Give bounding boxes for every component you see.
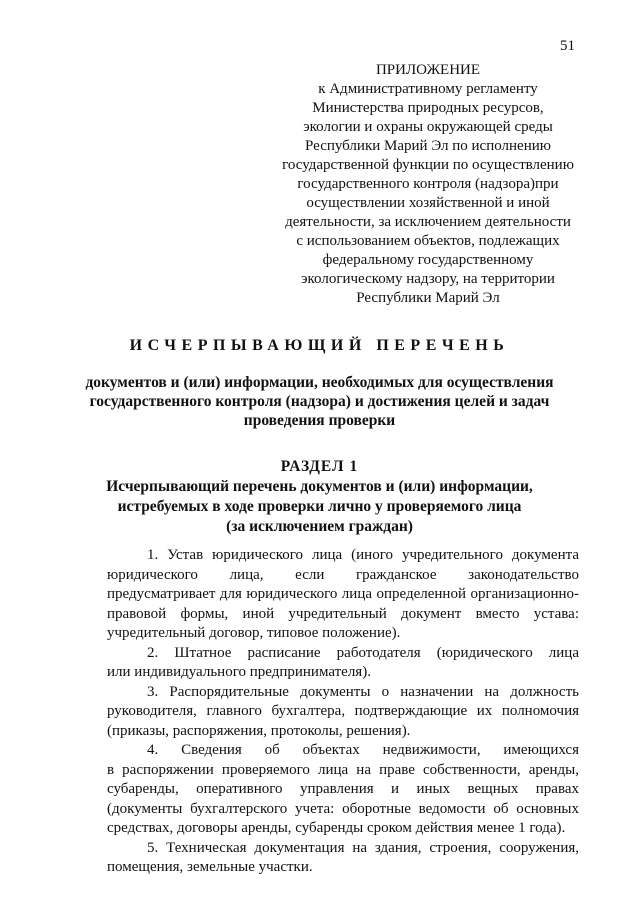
item-line: 4. Сведения об объектах недвижимости, имеющихся — [147, 742, 579, 758]
list-item — [107, 644, 579, 683]
appendix-line: государственного контроля (надзора)при — [297, 176, 559, 192]
document-list — [107, 546, 579, 878]
section-line: (за исключением граждан) — [226, 518, 413, 535]
item-line: 3. Распорядительные документы о назначении на должность — [147, 683, 579, 700]
subtitle-line: проведения проверки — [243, 412, 396, 429]
appendix-line: Республики Марий Эл по исполнению — [305, 138, 551, 154]
item-line: субаренды, оперативного управления и иных вещных правах — [107, 781, 579, 797]
document-title: ИСЧЕРПЫВАЮЩИЙ ПЕРЕЧЕНЬ — [129, 337, 510, 354]
item-line: (документы бухгалтерского учета: оборотные ведомости об основных — [107, 800, 579, 817]
appendix-line: государственной функции по осуществлению — [282, 157, 574, 173]
list-item — [107, 741, 579, 839]
section-label: РАЗДЕЛ 1 — [280, 458, 359, 475]
item-line: учредительный договор, типовое положение). — [107, 625, 401, 641]
item-line: правовой формы, иной учредительный документ вместо устава: — [107, 605, 579, 622]
appendix-line: ПРИЛОЖЕНИЕ — [375, 62, 481, 78]
list-item — [107, 839, 579, 878]
subtitle-line: документов и (или) информации, необходимых для осуществления — [85, 374, 554, 391]
appendix-line: к Административному регламенту — [318, 81, 538, 97]
item-line: в распоряжении проверяемого лица на праве собственности, аренды, — [107, 761, 579, 778]
list-item — [107, 683, 579, 742]
appendix-line: осуществлении хозяйственной и иной — [306, 195, 550, 211]
item-line: (приказы, распоряжения, протоколы, решения). — [107, 722, 411, 739]
appendix-line: Республики Марий Эл — [356, 290, 500, 306]
section-line: истребуемых в ходе проверки лично у проверяемого лица — [117, 498, 522, 515]
page-number: 51 — [560, 38, 575, 54]
appendix-line: деятельности, за исключением деятельности — [285, 214, 571, 230]
appendix-line: экологии и охраны окружающей среды — [303, 119, 553, 135]
appendix-line: с использованием объектов, подлежащих — [296, 233, 560, 249]
section-heading — [60, 457, 579, 537]
section-line: Исчерпывающий перечень документов и (или) информации, — [106, 478, 533, 495]
item-line: или индивидуального предпринимателя). — [107, 664, 371, 680]
item-line: 5. Техническая документация на здания, строения, сооружения, — [147, 839, 579, 856]
appendix-line: экологическому надзору, на территории — [301, 271, 555, 287]
item-line: руководителя, главного бухгалтера, подтверждающие их полномочия — [107, 703, 579, 719]
appendix-block — [248, 61, 608, 308]
item-line: 2. Штатное расписание работодателя (юридического лица — [147, 644, 579, 661]
item-line: предусматривает для юридического лица определенной организационно- — [107, 586, 579, 602]
item-line: юридического лица, если гражданское законодательство — [107, 566, 579, 583]
item-line: средствах, договоры аренды, субаренды сроком действия менее 1 года). — [107, 820, 566, 836]
item-line: 1. Устав юридического лица (иного учредительного документа — [147, 547, 579, 563]
document-subtitle — [60, 373, 579, 430]
list-item — [107, 546, 579, 644]
item-line: помещения, земельные участки. — [107, 859, 313, 875]
appendix-line: федеральному государственному — [322, 252, 534, 268]
subtitle-line: государственного контроля (надзора) и достижения целей и задач — [89, 393, 550, 410]
appendix-line: Министерства природных ресурсов, — [312, 100, 544, 116]
